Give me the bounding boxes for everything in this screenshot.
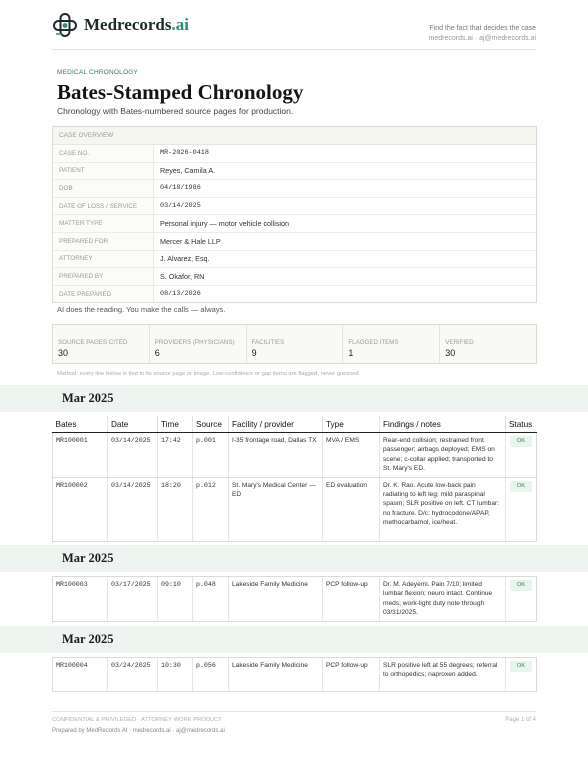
source-page-link[interactable]: p.056 (193, 658, 229, 692)
overview-value: Personal injury — motor vehicle collision (160, 219, 290, 229)
entry-type: PCP follow-up (323, 577, 380, 622)
stat-value: 9 (251, 348, 257, 358)
overview-label: DOB (53, 180, 154, 197)
table-row (53, 658, 537, 692)
source-page-link[interactable]: p.012 (193, 477, 229, 541)
column-header: Date (108, 416, 158, 433)
status-cell (506, 477, 537, 541)
table-row (53, 577, 537, 622)
stat-value: 6 (154, 348, 160, 358)
entry-date: 03/17/2025 (108, 577, 158, 622)
column-header: Time (158, 416, 193, 433)
page-title: Bates-Stamped Chronology (57, 80, 304, 104)
status-cell (506, 658, 537, 692)
overview-row-patient (53, 163, 536, 181)
facility-provider: St. Mary's Medical Center — ED (229, 477, 323, 541)
entry-type: MVA / EMS (323, 433, 380, 478)
case-overview-heading: CASE OVERVIEW (53, 127, 536, 145)
facility-provider: Lakeside Family Medicine (229, 577, 323, 622)
overview-row-matter-type (53, 215, 536, 233)
logo-icon (52, 12, 78, 38)
header-tagline (429, 24, 536, 44)
stat-flagged-items (343, 325, 440, 363)
overview-row-prepared-by (53, 268, 536, 286)
stat-source-pages (53, 325, 150, 363)
overview-label: MATTER TYPE (53, 215, 154, 232)
overview-row-prepared-for (53, 233, 536, 251)
bates-number[interactable]: MR100001 (53, 433, 108, 478)
stat-value: 1 (348, 348, 354, 358)
brand-name: Medrecords.ai (84, 15, 189, 34)
stat-value: 30 (58, 348, 69, 358)
overview-row-date-of-loss (53, 198, 536, 216)
column-header: Status (506, 416, 537, 433)
table-row (53, 433, 537, 478)
chronology-table (52, 576, 537, 622)
stat-providers (150, 325, 247, 363)
overview-value: S. Okafor, RN (160, 271, 205, 281)
status-badge: OK (510, 436, 532, 447)
findings-notes: Dr. M. Adeyemi. Pain 7/10; limited lumbar flexion; neuro intact. Continue meds; work-light duty note through 03/31/2025. (380, 577, 506, 622)
entry-time: 17:42 (158, 433, 193, 478)
overview-value: Mercer & Hale LLP (160, 236, 221, 246)
facility-provider: I-35 frontage road, Dallas TX (229, 433, 323, 478)
overview-label: DATE PREPARED (53, 286, 154, 303)
status-cell (506, 577, 537, 622)
overview-label: PREPARED FOR (53, 233, 154, 250)
case-overview-table (52, 126, 537, 303)
ai-disclaimer-note: AI does the reading. You make the calls — always. (57, 305, 226, 314)
month-section-heading: Mar 2025 (62, 632, 114, 646)
findings-notes: SLR positive left at 55 degrees; referral to orthopedics; naproxen added. (380, 658, 506, 692)
page-number: Page 1 of 4 (505, 717, 536, 723)
overview-row-attorney (53, 251, 536, 269)
entry-date: 03/24/2025 (108, 658, 158, 692)
overview-label: DATE OF LOSS / SERVICE (53, 198, 154, 215)
findings-notes: Rear-end collision; restrained front passenger; airbags deployed; EMS on scene; c-collar applied; transported to St. Mary's ED. (380, 433, 506, 478)
entry-time: 10:30 (158, 658, 193, 692)
entry-date: 03/14/2025 (108, 433, 158, 478)
overview-label: CASE NO. (53, 145, 154, 162)
header-divider (52, 49, 536, 50)
column-header: Type (323, 416, 380, 433)
entry-time: 18:20 (158, 477, 193, 541)
stat-value: 30 (445, 348, 456, 358)
status-badge: OK (510, 481, 532, 492)
summary-stats (52, 324, 537, 364)
footer-prepared-by: Prepared by MedRecords AI · medrecords.ai · aj@medrecords.ai (52, 728, 225, 734)
page-header (52, 12, 536, 48)
table-header-row (53, 416, 537, 433)
column-header: Bates (53, 416, 108, 433)
status-cell (506, 433, 537, 478)
overview-row-case-no (53, 145, 536, 163)
status-badge: OK (510, 580, 532, 591)
overview-value: J. Alvarez, Esq. (160, 254, 210, 264)
table-row (53, 477, 537, 541)
stat-facilities (247, 325, 344, 363)
stat-label: FLAGGED ITEMS (348, 339, 399, 346)
overview-row-dob (53, 180, 536, 198)
entry-date: 03/14/2025 (108, 477, 158, 541)
stat-label: VERIFIED (445, 339, 474, 346)
brand-logo[interactable] (52, 12, 189, 38)
column-header: Findings / notes (380, 416, 506, 433)
document-eyebrow: MEDICAL CHRONOLOGY (57, 69, 139, 76)
overview-row-date-prepared (53, 286, 536, 303)
stat-label: PROVIDERS (PHYSICIANS) (154, 339, 235, 346)
entry-type: PCP follow-up (323, 658, 380, 692)
column-header: Facility / provider (229, 416, 323, 433)
facility-provider: Lakeside Family Medicine (229, 658, 323, 692)
month-section-heading: Mar 2025 (62, 551, 114, 565)
overview-label: ATTORNEY (53, 251, 154, 268)
overview-value: Reyes, Camila A. (160, 166, 216, 176)
stat-verified (440, 325, 536, 363)
source-page-link[interactable]: p.001 (193, 433, 229, 478)
entry-time: 09:10 (158, 577, 193, 622)
overview-value: 04/18/1986 (160, 184, 201, 193)
source-page-link[interactable]: p.048 (193, 577, 229, 622)
header-contact: medrecords.ai · aj@medrecords.ai (428, 35, 536, 42)
chronology-table (52, 657, 537, 692)
chronology-table (52, 416, 537, 542)
bates-number[interactable]: MR100003 (53, 577, 108, 622)
confidentiality-notice: CONFIDENTIAL & PRIVILEGED · ATTORNEY WORK PRODUCT (52, 717, 222, 723)
bates-number[interactable]: MR100004 (53, 658, 108, 692)
bates-number[interactable]: MR100002 (53, 477, 108, 541)
month-section-heading: Mar 2025 (62, 391, 114, 405)
overview-value: 08/13/2026 (160, 290, 201, 299)
overview-value: 03/14/2025 (160, 202, 201, 211)
findings-notes: Dr. K. Rao. Acute low-back pain radiating to left leg; mild paraspinal spasm; SLR positive on left. CT lumbar: no fracture. D/c: hydrocodone/APAP, methocarbamol, ice/heat. (380, 477, 506, 541)
column-header: Source (193, 416, 229, 433)
stat-label: SOURCE PAGES CITED (58, 339, 128, 346)
tagline-text: Find the fact that decides the case (429, 25, 536, 32)
status-badge: OK (510, 661, 532, 672)
overview-label: PATIENT (53, 163, 154, 180)
overview-value: MR-2026-0418 (160, 149, 209, 158)
method-note: Method: every line below is tied to its source page or image. Low-confidence or gap items are flagged, never guessed. (57, 371, 361, 377)
stat-label: FACILITIES (251, 339, 285, 346)
footer-divider (52, 711, 536, 712)
entry-type: ED evaluation (323, 477, 380, 541)
overview-label: PREPARED BY (53, 268, 154, 285)
page-subtitle: Chronology with Bates-numbered source pages for production. (57, 106, 294, 116)
